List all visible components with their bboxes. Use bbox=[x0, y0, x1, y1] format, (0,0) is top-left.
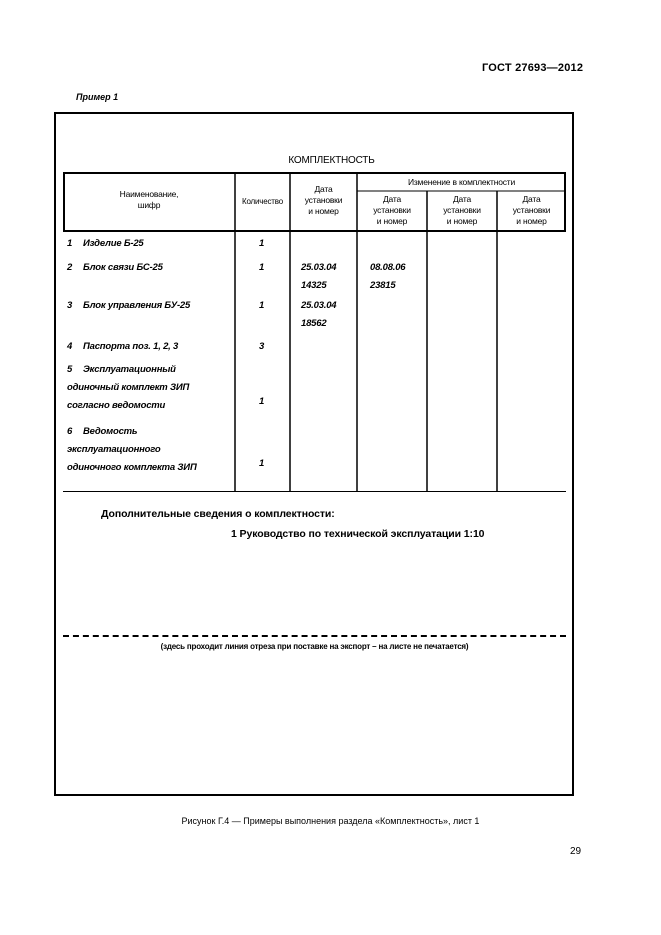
row-name-line: Паспорта поз. 1, 2, 3 bbox=[83, 341, 179, 352]
row-quantity: 1 bbox=[259, 458, 265, 469]
row-quantity: 1 bbox=[259, 300, 265, 311]
header-name: Наименование, шифр bbox=[119, 189, 179, 210]
figure-caption: Рисунок Г.4 — Примеры выполнения раздела «Комплектность», лист 1 bbox=[181, 816, 480, 826]
additional-info-item: 1 Руководство по технической эксплуатации 1:10 bbox=[231, 528, 485, 540]
header-quantity: Количество bbox=[242, 197, 283, 206]
header-change-col-1: Дата установки и номер bbox=[373, 194, 411, 226]
row-name-line: согласно ведомости bbox=[67, 400, 166, 411]
row-name-line: Блок связи БС-25 bbox=[83, 262, 163, 273]
row-name-line: Эксплуатационный bbox=[83, 364, 176, 375]
row-date-number: 25.03.04 14325 bbox=[301, 262, 337, 291]
row-number: 5 bbox=[67, 364, 73, 375]
row-date-number: 25.03.04 18562 bbox=[301, 300, 337, 329]
row-number: 4 bbox=[67, 341, 73, 352]
example-label: Пример 1 bbox=[76, 92, 119, 102]
table-row bbox=[67, 361, 189, 415]
header-change-col-3: Дата установки и номер bbox=[512, 194, 551, 226]
cut-line bbox=[63, 635, 566, 637]
cut-line-note: (здесь проходит линия отреза при поставке на экспорт – на листе не печатается) bbox=[160, 642, 469, 651]
row-number: 6 bbox=[67, 426, 73, 437]
row-number: 2 bbox=[67, 262, 73, 273]
table-row bbox=[67, 338, 178, 356]
table-row bbox=[67, 259, 163, 277]
header-changes: Изменение в комплектности bbox=[407, 177, 516, 187]
row-name-line: Ведомость bbox=[83, 426, 138, 437]
row-name-line: Блок управления БУ-25 bbox=[83, 300, 191, 311]
row-name-line: Изделие Б-25 bbox=[83, 238, 144, 249]
table-row bbox=[67, 423, 197, 477]
completeness-table bbox=[63, 171, 566, 492]
table-row bbox=[67, 297, 190, 315]
row-name-line: эксплуатационного bbox=[67, 444, 161, 455]
row-quantity: 3 bbox=[259, 341, 265, 352]
row-number: 3 bbox=[67, 300, 73, 311]
table-row bbox=[67, 235, 144, 253]
header-date: Дата установки и номер bbox=[304, 184, 343, 216]
row-name-line: одиночного комплекта ЗИП bbox=[67, 462, 197, 473]
row-quantity: 1 bbox=[259, 238, 265, 249]
form-title bbox=[0, 155, 661, 166]
row-quantity: 1 bbox=[259, 262, 265, 273]
additional-info-title: Дополнительные сведения о комплектности: bbox=[101, 508, 335, 520]
page-number: 29 bbox=[570, 846, 582, 857]
row-name-line: одиночный комплект ЗИП bbox=[67, 382, 190, 393]
document-code: ГОСТ 27693—2012 bbox=[482, 62, 584, 74]
row-number: 1 bbox=[67, 238, 73, 249]
form-title-text: КОМПЛЕКТНОСТЬ bbox=[288, 155, 375, 166]
header-change-col-2: Дата установки и номер bbox=[443, 194, 481, 226]
row-change-date-number: 08.08.06 23815 bbox=[370, 262, 406, 291]
row-quantity: 1 bbox=[259, 396, 265, 407]
